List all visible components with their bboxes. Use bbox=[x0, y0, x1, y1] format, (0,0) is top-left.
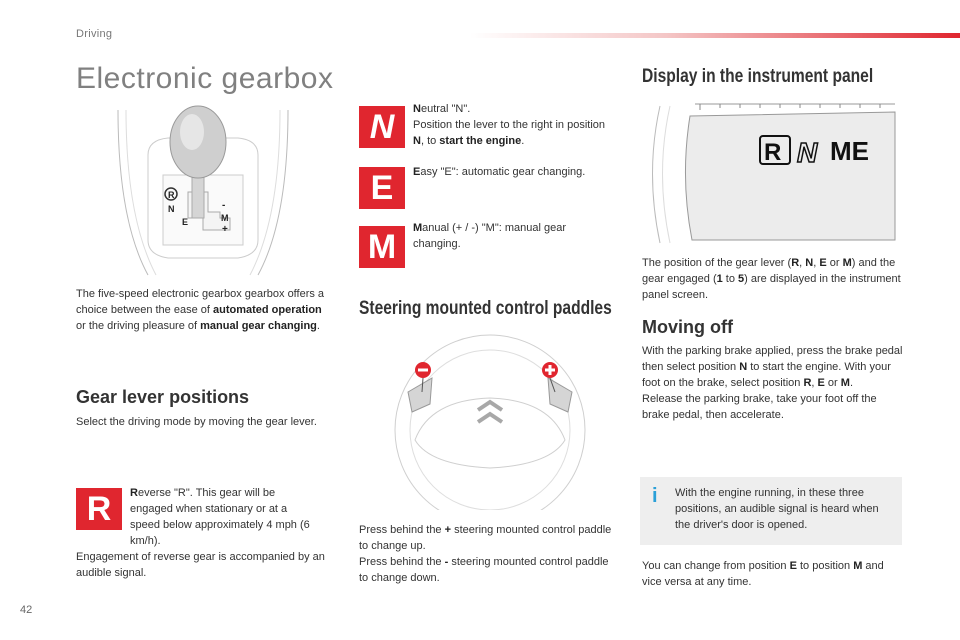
paddles-text-1: Press behind the bbox=[359, 524, 445, 536]
display-description bbox=[642, 255, 902, 303]
page-title: Electronic gearbox bbox=[76, 62, 334, 95]
intro-text-2: or the driving pleasure of bbox=[76, 320, 201, 332]
paddles-text-3: Press behind the bbox=[359, 556, 445, 568]
instrument-panel-illustration bbox=[640, 98, 900, 248]
moving-off-bold-m: M bbox=[840, 377, 850, 389]
display-bold-e: E bbox=[819, 257, 827, 269]
diagram-label-plus: + bbox=[222, 224, 228, 235]
manual-letter-box: M bbox=[359, 226, 405, 268]
change-text-1: You can change from position bbox=[642, 560, 790, 572]
manual-lead: M bbox=[413, 222, 423, 234]
display-bold-5: 5 bbox=[738, 273, 745, 285]
easy-letter-box: E bbox=[359, 167, 405, 209]
gear-lever-text: Select the driving mode by moving the gear lever. bbox=[76, 416, 317, 428]
neutral-bold-2: start the engine bbox=[439, 135, 522, 147]
intro-paragraph bbox=[76, 286, 326, 334]
page-number: 42 bbox=[20, 604, 33, 616]
info-icon: i bbox=[652, 485, 658, 507]
intro-bold-2: manual gear changing bbox=[200, 320, 317, 332]
panel-mode-me: ME bbox=[830, 136, 869, 166]
display-bold-1: 1 bbox=[716, 273, 723, 285]
easy-description bbox=[413, 164, 613, 180]
section-title: Driving bbox=[76, 28, 113, 40]
manual-text: anual (+ / -) "M": manual gear changing. bbox=[413, 222, 567, 250]
intro-bold-1: automated operation bbox=[212, 304, 322, 316]
reverse-description bbox=[130, 485, 320, 549]
neutral-bold-1: N bbox=[413, 135, 421, 147]
neutral-line-4: . bbox=[521, 135, 525, 147]
paddles-description bbox=[359, 522, 619, 586]
display-text-1: The position of the gear lever ( bbox=[642, 257, 792, 269]
display-text-4: ) are displayed in the instrument panel screen. bbox=[642, 273, 901, 301]
change-bold-m: M bbox=[853, 560, 863, 572]
moving-off-text-6: Release the parking brake, take your foot off the brake pedal, then accelerate. bbox=[642, 393, 877, 421]
display-bold-m: M bbox=[842, 257, 852, 269]
neutral-description bbox=[413, 101, 613, 149]
easy-text: asy "E": automatic gear changing. bbox=[420, 166, 586, 178]
header-rule bbox=[470, 33, 960, 38]
change-position-text bbox=[642, 558, 904, 590]
reverse-signal-text: Engagement of reverse gear is accompanied by an audible signal. bbox=[76, 551, 325, 579]
change-text-2: to position bbox=[796, 560, 854, 572]
diagram-label-m: M bbox=[221, 213, 229, 223]
neutral-line-2: Position the lever to the right in position bbox=[413, 119, 606, 131]
steering-wheel-illustration bbox=[360, 330, 620, 510]
moving-off-text-2: to start the engine. With your foot on the brake, select position bbox=[642, 361, 891, 389]
easy-lead: E bbox=[413, 166, 421, 178]
reverse-letter-box: R bbox=[76, 488, 122, 530]
panel-gear-n: N bbox=[797, 137, 818, 168]
change-text-3: and vice versa at any time. bbox=[642, 560, 884, 588]
moving-off-text-5: . bbox=[849, 377, 853, 389]
neutral-line-3: , to bbox=[420, 135, 440, 147]
diagram-label-n: N bbox=[168, 204, 175, 214]
reverse-lead: R bbox=[130, 487, 138, 499]
moving-off-bold-e: E bbox=[817, 377, 825, 389]
diagram-label-minus: - bbox=[222, 200, 226, 211]
gear-lever-heading: Gear lever positions bbox=[76, 387, 250, 407]
info-note-text: With the engine running, in these three positions, an audible signal is heard when the driver's door is opened. bbox=[675, 487, 879, 531]
display-text-2: ) and the gear engaged ( bbox=[642, 257, 896, 285]
manual-description bbox=[413, 220, 598, 252]
diagram-label-e: E bbox=[182, 217, 189, 227]
paddles-text-2: steering mounted control paddle to change up. bbox=[359, 524, 612, 552]
moving-off-bold-r: R bbox=[803, 377, 812, 389]
display-bold-r: R bbox=[791, 257, 800, 269]
change-bold-e: E bbox=[789, 560, 797, 572]
moving-off-text-1: With the parking brake applied, press the brake pedal then select position bbox=[642, 345, 903, 373]
neutral-letter-box: N bbox=[359, 106, 405, 148]
display-sep-2: , bbox=[813, 257, 820, 269]
diagram-label-r: R bbox=[168, 190, 175, 200]
neutral-lead: N bbox=[413, 103, 421, 115]
display-text-3: to bbox=[722, 273, 739, 285]
paddles-text-4: steering mounted control paddle to change down. bbox=[359, 556, 609, 584]
intro-text-3: . bbox=[316, 320, 320, 332]
intro-text-1: The five-speed electronic gearbox gearbox offers a choice between the ease of bbox=[76, 288, 325, 316]
neutral-line-1: eutral "N". bbox=[420, 103, 471, 115]
moving-off-text-3: , bbox=[811, 377, 818, 389]
moving-off-description bbox=[642, 343, 907, 423]
moving-off-text-4: or bbox=[824, 377, 841, 389]
moving-off-heading: Moving off bbox=[642, 317, 733, 337]
paddle-minus-symbol: - bbox=[444, 556, 449, 568]
display-bold-n: N bbox=[805, 257, 814, 269]
moving-off-bold-n: N bbox=[739, 361, 748, 373]
display-sep-1: , bbox=[799, 257, 806, 269]
reverse-text: everse "R". This gear will be engaged when stationary or at a speed below approximately 4 mph (6 km/h). bbox=[130, 487, 310, 547]
display-sep-3: or bbox=[826, 257, 843, 269]
panel-gear-r: R bbox=[764, 139, 782, 166]
paddles-heading: Steering mounted control paddles bbox=[359, 298, 612, 319]
info-note bbox=[640, 477, 902, 545]
gearbox-lever-illustration bbox=[108, 100, 298, 280]
paddle-plus-symbol: + bbox=[444, 524, 452, 536]
display-heading: Display in the instrument panel bbox=[642, 66, 874, 87]
